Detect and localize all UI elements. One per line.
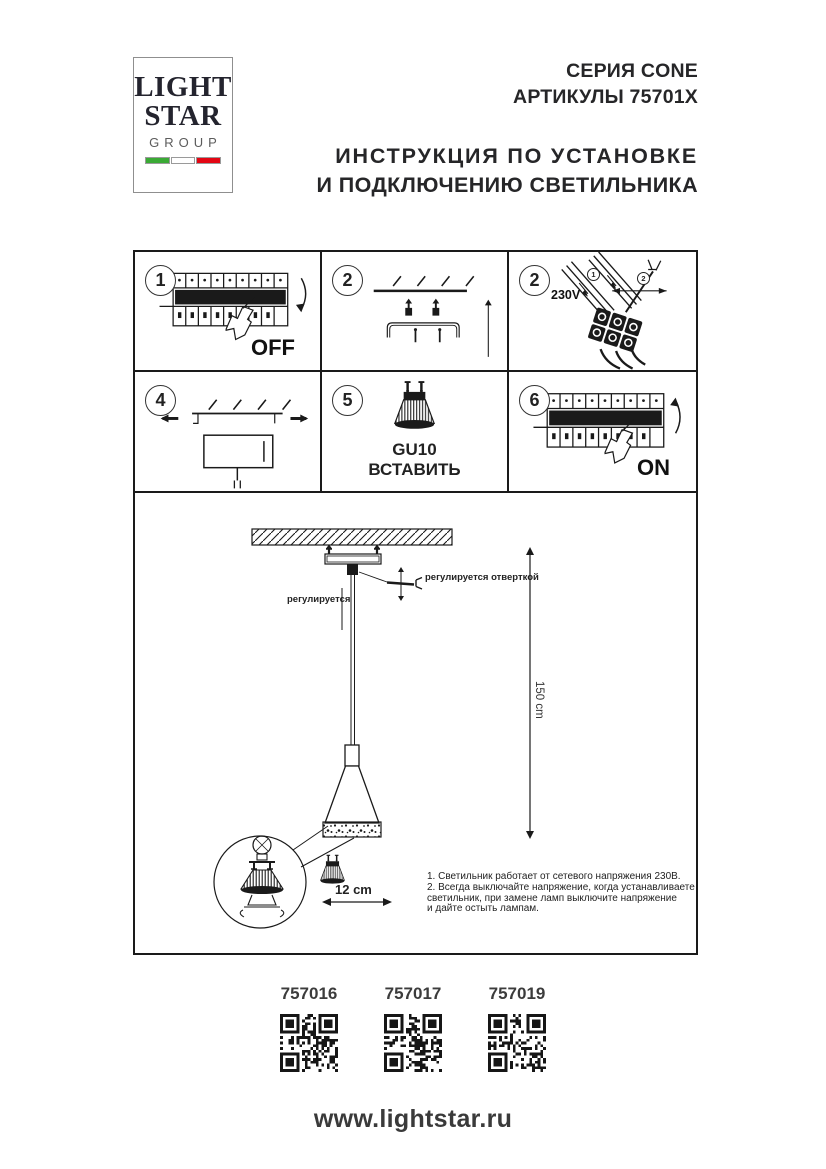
height-dimension-label: 150 cm bbox=[533, 681, 545, 719]
on-label: ON bbox=[637, 454, 670, 480]
safety-notes bbox=[427, 872, 695, 915]
article-number: 757019 bbox=[488, 984, 546, 1003]
qr-code bbox=[488, 1014, 546, 1072]
off-label: OFF bbox=[251, 335, 295, 360]
callout-2-badge: 2 bbox=[637, 272, 650, 285]
series-title: СЕРИЯ CONE bbox=[566, 60, 698, 82]
cone-shade bbox=[323, 745, 381, 837]
italian-flag-icon bbox=[145, 157, 221, 164]
step-number-badge: 1 bbox=[145, 265, 176, 296]
step-cell-2 bbox=[322, 252, 509, 372]
insert-label: ВСТАВИТЬ bbox=[368, 459, 461, 479]
cord-grip bbox=[347, 564, 358, 575]
qr-item bbox=[383, 984, 443, 1077]
instruction-title-line2: И ПОДКЛЮЧЕНИЮ СВЕТИЛЬНИКА bbox=[316, 173, 698, 197]
website-url: www.lightstar.ru bbox=[313, 1105, 513, 1133]
articles-title: АРТИКУЛЫ 75701X bbox=[513, 86, 698, 108]
shade-rim-texture bbox=[323, 822, 381, 837]
article-number: 757016 bbox=[280, 984, 338, 1003]
flag-red bbox=[196, 157, 221, 164]
voltage-label: 230V bbox=[551, 288, 581, 302]
ceiling-bracket bbox=[325, 545, 381, 565]
note-line: 1. Светильник работает от сетевого напряжения 230В. bbox=[427, 871, 681, 882]
note-line: и дайте остыть лампам. bbox=[427, 903, 539, 915]
flag-white bbox=[171, 157, 196, 164]
step-number-badge: 4 bbox=[145, 385, 176, 416]
suspension-cable bbox=[351, 575, 355, 745]
step-cell-1 bbox=[135, 252, 322, 372]
gu10-bulb-small-icon bbox=[321, 855, 345, 883]
step-number-badge: 5 bbox=[332, 385, 363, 416]
qr-code bbox=[384, 1014, 442, 1072]
screwdriver-adjust-label: регулируется отверткой bbox=[425, 572, 539, 583]
note-line: светильник, при замене ламп выключите напряжение bbox=[427, 892, 677, 904]
instruction-title-line1: ИНСТРУКЦИЯ ПО УСТАНОВКЕ bbox=[335, 144, 698, 168]
article-number: 757017 bbox=[384, 984, 442, 1003]
logo-text-light: LIGHT bbox=[134, 71, 232, 103]
logo-text-star: STAR bbox=[144, 100, 222, 132]
installation-steps-grid bbox=[133, 250, 698, 493]
qr-code-row bbox=[0, 984, 826, 1077]
pendant-diagram-box bbox=[133, 491, 698, 955]
step-number-badge: 6 bbox=[519, 385, 550, 416]
flag-green bbox=[145, 157, 170, 164]
logo-text-group: GROUP bbox=[149, 135, 222, 150]
qr-item bbox=[279, 984, 339, 1077]
document-header bbox=[317, 58, 698, 198]
step-number-badge: 2 bbox=[332, 265, 363, 296]
screwdriver-icon bbox=[359, 567, 422, 601]
width-dimension-label: 12 cm bbox=[335, 882, 372, 897]
note-line: 2. Всегда выключайте напряжение, когда устанавливаете bbox=[427, 881, 695, 893]
ceiling-hatch bbox=[252, 529, 452, 545]
step-cell-6 bbox=[509, 372, 696, 492]
callout-1-badge: 1 bbox=[587, 268, 600, 281]
lightstar-logo bbox=[133, 57, 233, 193]
qr-item bbox=[487, 984, 547, 1077]
gu10-label: GU10 bbox=[392, 439, 437, 459]
qr-code bbox=[280, 1014, 338, 1072]
step-cell-3 bbox=[509, 252, 696, 372]
step-cell-5 bbox=[322, 372, 509, 492]
step-cell-4 bbox=[135, 372, 322, 492]
width-dimension-arrow bbox=[322, 898, 392, 906]
adjustable-label: регулируется bbox=[287, 594, 351, 605]
step-number-badge: 2 bbox=[519, 265, 550, 296]
